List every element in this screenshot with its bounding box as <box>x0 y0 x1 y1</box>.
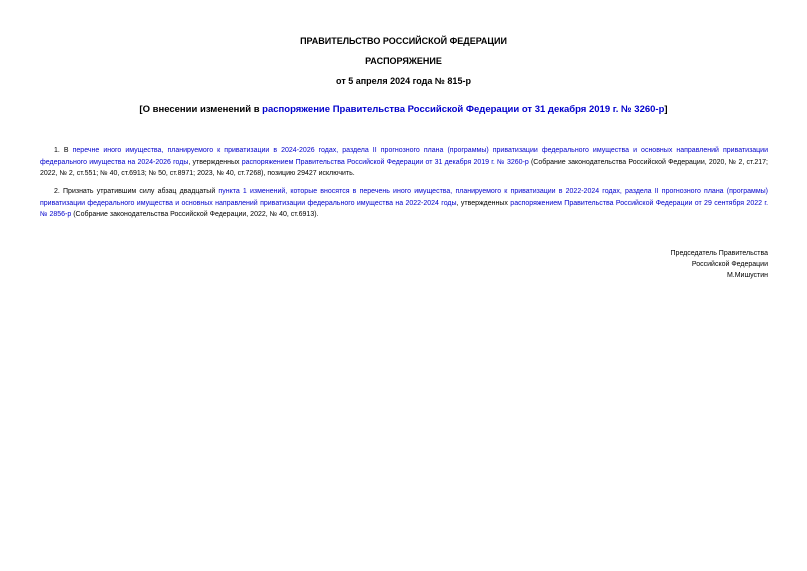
document-date: от 5 апреля 2024 года № 815-р <box>336 76 471 86</box>
subject-link[interactable]: распоряжение Правительства Российской Федерации от 31 декабря 2019 г. № 3260-р <box>262 104 665 115</box>
p2-text-1: 2. Признать утратившим силу абзац двадцатый <box>54 188 219 195</box>
subject-open: [О внесении изменений в <box>139 104 263 115</box>
signature-position: Председатель Правительства <box>670 250 768 257</box>
paragraph-1 <box>40 145 768 180</box>
p1-link-perechen[interactable]: перечне иного имущества, планируемого к приватизации в 2024-2026 годах, раздела II прогнозного плана (программы) приватизации федерального имущества и основных направлений приватизации федерального имущества на 2024-2026 годы <box>40 147 768 166</box>
p2-link-rasporyazhenie[interactable]: распоряжением Правительства Российской Федерации от 29 сентября 2022 г. № 2856-р <box>40 199 769 218</box>
signature-organization: Российской Федерации <box>691 261 768 268</box>
p1-text-2: , утвержденных <box>188 158 242 166</box>
p1-link-rasporyazhenie[interactable]: распоряжением Правительства Российской Федерации от 31 декабря 2019 г. № 3260-р <box>241 158 529 166</box>
government-title: ПРАВИТЕЛЬСТВО РОССИЙСКОЙ ФЕДЕРАЦИИ <box>300 36 507 46</box>
p2-link-punkt[interactable]: пункта 1 изменений, которые вносятся в перечень иного имущества, планируемого к приватизации в 2022-2024 годах, раздела II прогнозного плана (программы) приватизации федерального имущества и основных направлений приватизации федерального имущества на 2022-2024 годы <box>40 188 768 207</box>
signature-name: М.Мишустин <box>726 272 768 279</box>
document-kind: РАСПОРЯЖЕНИЕ <box>365 56 442 66</box>
p2-text-2: , утвержденных <box>456 199 511 207</box>
paragraph-2 <box>40 186 768 221</box>
p2-text-3: (Собрание законодательства Российской Федерации, 2022, № 40, ст.6913). <box>71 211 319 218</box>
p1-text-3: (Собрание законодательства Российской Федерации, 2020, № 2, ст.217; 2022, № 2, ст.551; № 40, ст.6913; № 50, ст.8971; 2023, № 40, ст.7268), позицию 29427 исключить. <box>40 158 768 177</box>
p1-text-1: 1. В <box>54 147 73 154</box>
subject-close: ] <box>664 104 668 115</box>
document-subject <box>0 104 807 115</box>
